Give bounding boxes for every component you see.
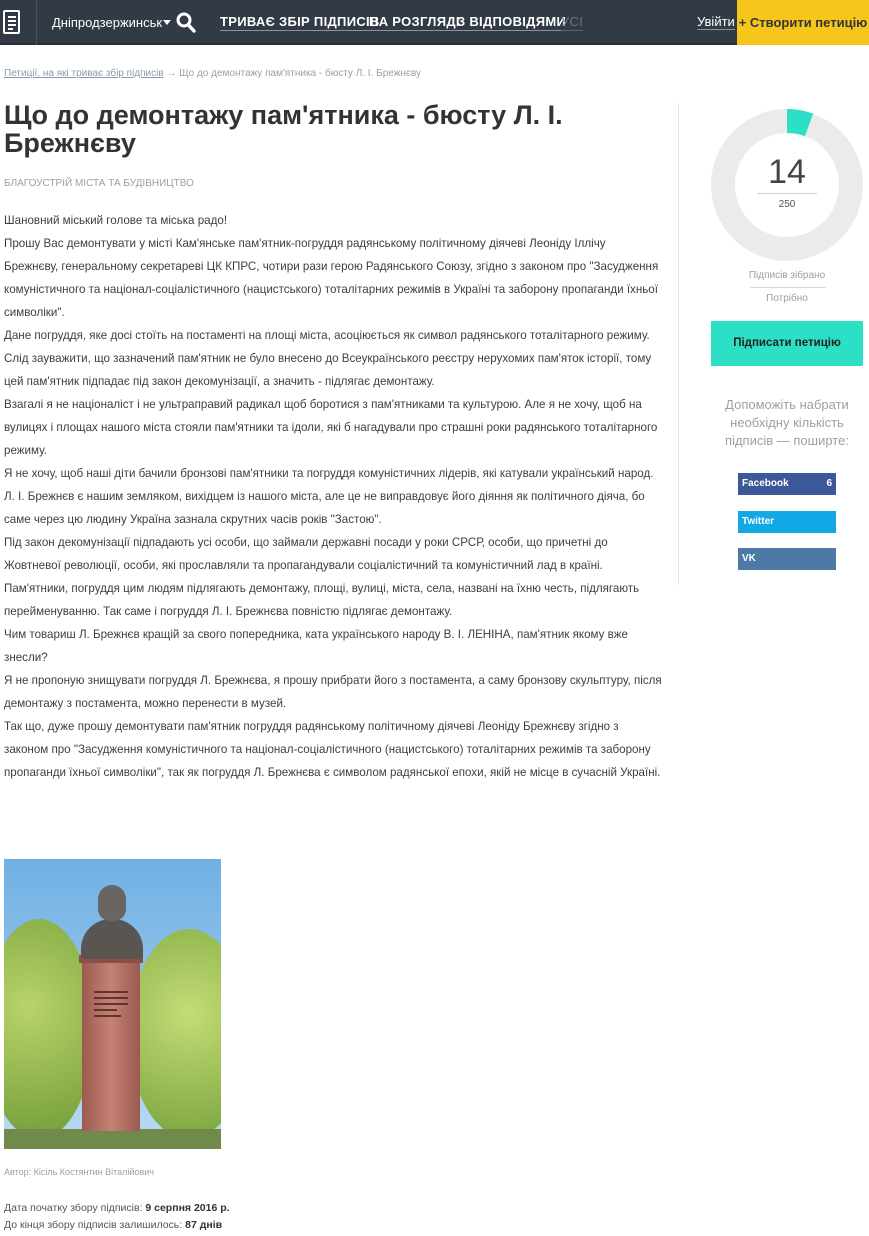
monument-photo[interactable] <box>4 859 221 1149</box>
paragraph: Під закон декомунізації підпадають усі особи, що займали державні посади у роки СРСР, особи, що причетні до Жовтневої революції, особи, які прославляли та пропагандували соціалістичний та комуністичний лад в країні. Пам'ятники, погруддя цим людям підлягають демонтажу, площі, вулиці, міста, села, названі на їхню честь, підлягають перейменуванню. Так саме і погруддя Л. І. Брежнєва повністю підлягає демонтажу. <box>4 536 640 618</box>
top-navigation-bar <box>0 0 869 45</box>
nav-tab-collecting[interactable]: ТРИВАЄ ЗБІР ПІДПИСІВ <box>220 14 380 29</box>
start-date: Дата початку збору підписів: 9 серпня 2016 р. <box>4 1202 230 1214</box>
paragraph: Я не пропоную знищувати погруддя Л. Брежнєва, я прошу прибрати його з постамента, а саму бронзову скульптуру, після демонтажу з постамента, можно перенести в музей. <box>4 674 662 710</box>
petition-text <box>4 209 662 784</box>
page-title: Що до демонтажу пам'ятника - бюсту Л. І. Брежнєву <box>4 100 563 158</box>
signature-count: 14 <box>768 153 806 191</box>
nav-tab-answered[interactable]: З ВІДПОВІДЯМИ <box>457 14 567 29</box>
petitions-logo-icon[interactable] <box>3 10 20 34</box>
share-vk-button[interactable]: VK <box>738 548 836 570</box>
collected-label: Підписів зібрано <box>748 270 826 281</box>
logo-divider <box>36 0 37 45</box>
search-icon[interactable] <box>176 12 196 34</box>
breadcrumb <box>4 68 421 79</box>
share-twitter-button[interactable]: Twitter <box>738 511 836 533</box>
signatures-needed: 250 <box>778 199 796 210</box>
paragraph: Я не хочу, щоб наші діти бачили бронзові пам'ятники та погруддя комуністичних лідерів, які катували український народ. <box>4 467 654 480</box>
needed-label: Потрібно <box>766 293 808 304</box>
share-facebook-button[interactable]: Facebook 6 <box>738 473 836 495</box>
chevron-down-icon[interactable] <box>163 20 171 25</box>
share-count: 6 <box>826 478 832 489</box>
paragraph: Слід зауважити, що зазначений пам'ятник не було внесено до Всеукраїнського реєстру нерухомих пам'яток історії, тому цей пам'ятник підпадає під закон декомунізації, а значить - підлягає демонтажу. <box>4 352 652 388</box>
sidebar-divider <box>678 103 679 585</box>
paragraph: Шановний міський голове та міська радо! <box>4 214 228 227</box>
days-remaining: До кінця збору підписів залишилось: 87 днів <box>4 1219 223 1231</box>
breadcrumb-link[interactable]: Петиції, на які триває збір підписів <box>4 68 164 79</box>
paragraph: Прошу Вас демонтувати у місті Кам'янське пам'ятник-погруддя радянському політичному діячеві Леоніду Іллічу Брежнєву, генеральному секретареві ЦК КПРС, чотири рази герою Радянського Союзу, згідно з законом про "Засудження комуністичного та націонал-соціалістичного (нацистського) тоталітарних режимів в Україні та заборону пропаганди їхньої символіки". <box>4 237 659 319</box>
nav-tab-under-review[interactable]: НА РОЗГЛЯДІ <box>369 14 460 29</box>
petition-category[interactable]: БЛАГОУСТРІЙ МІСТА ТА БУДІВНИЦТВО <box>4 178 194 189</box>
login-link[interactable]: Увійти <box>697 14 735 29</box>
share-help-text: Допоможіть набрати необхідну кількість підписів — поширте: <box>725 397 849 448</box>
paragraph: Л. І. Брежнєв є нашим земляком, вихідцем із нашого міста, але це не виправдовує його діяння як політичного діяча, бо саме через цю людину Україна зазнала скрутних часів років "Застою". <box>4 490 645 526</box>
paragraph: Дане погруддя, яке досі стоїть на постаменті на площі міста, асоціюється як символ радянського тоталітарного режиму. <box>4 329 650 342</box>
author: Автор: Кісіль Костянтин Віталійович <box>4 1167 154 1177</box>
paragraph: Так що, дуже прошу демонтувати пам'ятник погруддя радянському політичному діячеві Леоніду Брежнєву згідно з законом про "Засудження комуністичного та націонал-соціалістичного (нацистського) тоталітарних режимів та заборону пропаганди їхньої символіки", так як погруддя Л. Брежнєва є символом радянської епохи, якій не місце в сучасній Україні. <box>4 720 661 779</box>
city-selector[interactable]: Дніпродзержинськ <box>52 15 163 30</box>
pedestal-inscription <box>92 987 130 1027</box>
nav-tab-all[interactable]: УСІ <box>561 14 584 29</box>
sign-petition-button[interactable]: Підписати петицію <box>711 321 863 366</box>
breadcrumb-current: → Що до демонтажу пам'ятника - бюсту Л. І. Брежнєву <box>166 68 422 79</box>
progress-arc <box>787 121 809 125</box>
create-petition-button[interactable]: + Створити петицію <box>737 0 869 45</box>
pedestal <box>82 959 140 1131</box>
paragraph: Чим товариш Л. Брежнєв кращій за свого попередника, ката українського народу В. І. ЛЕНІНА, пам'ятник якому вже знесли? <box>4 628 628 664</box>
paragraph: Взагалі я не націоналіст і не ультраправий радикал щоб боротися з пам'ятниками та культурою. Але я не хочу, щоб на вулицях і площах нашого міста стояли пам'ятники та ідоли, які б нагадували про страшні роки радянського тоталітарного режиму. <box>4 398 658 457</box>
